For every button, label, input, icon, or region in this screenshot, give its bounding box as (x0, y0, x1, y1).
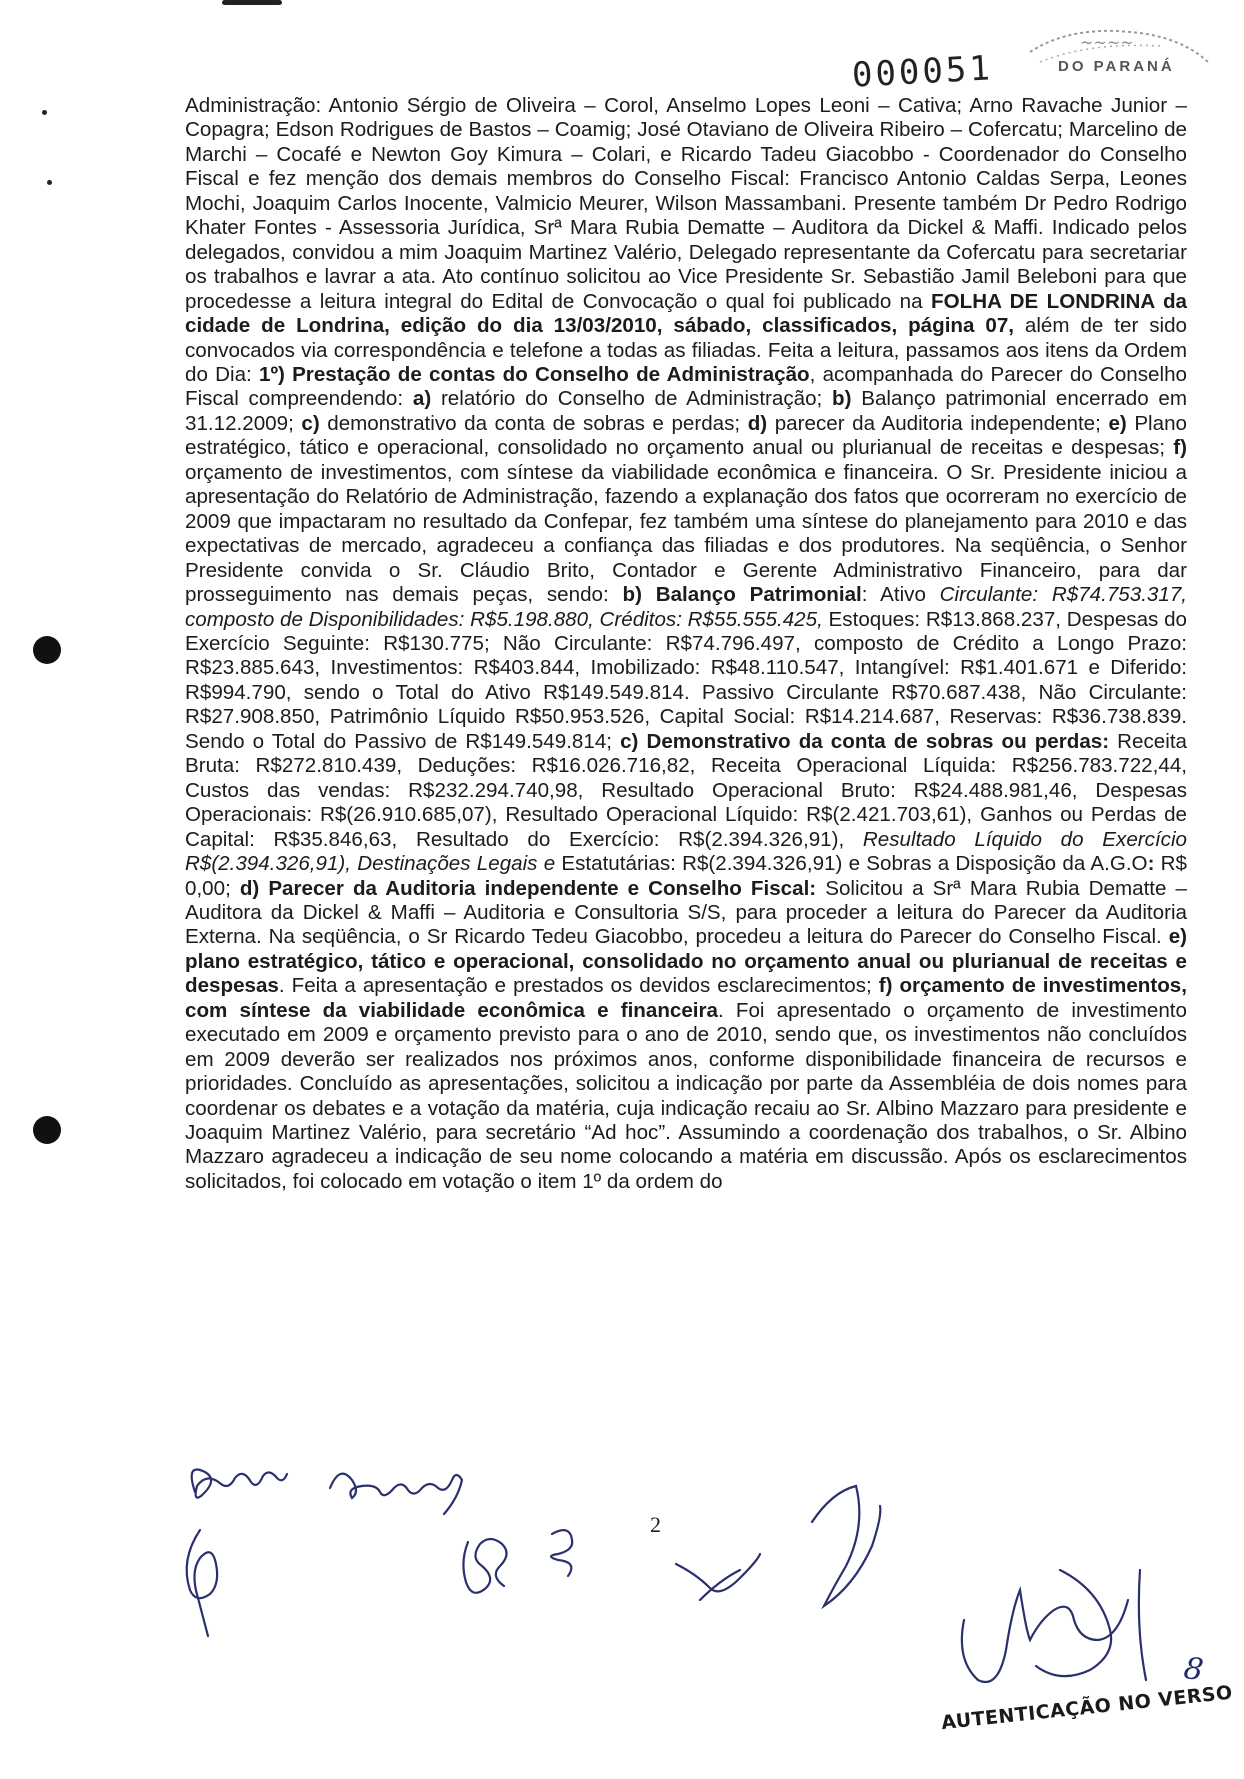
page-number: 000051 (851, 48, 994, 96)
signature-7 (812, 1486, 880, 1606)
text-run: : (1147, 852, 1155, 876)
text-run: 1º) Prestação de contas do Conselho de Administração (259, 362, 810, 386)
margin-dot (42, 110, 47, 115)
text-run: parecer da Auditoria independente; (767, 411, 1109, 435)
signature-9 (1036, 1570, 1146, 1680)
text-run: . Feita a apresentação e prestados os devidos esclarecimentos; (278, 974, 879, 998)
binder-hole (33, 1116, 61, 1144)
text-run: Administração: Antonio Sérgio de Oliveira – Corol, Anselmo Lopes Leoni – Cativa; Arno Ravache Junior – Copagra; Edson Rodrigues de Bastos – Coamig; José Otaviano de Oliveira Ribeiro – Cofercatu; Marcelino de Marchi – Cocafé e Newton Goy Kimura – Colari, e Ricardo Tadeu Giacobbo - Coordenador do Conselho Fiscal e fez menção dos demais membros do Conselho Fiscal: Francisco Antonio Caldas Serpa, Leones Mochi, Joaquim Carlos Inocente, Valmicio Meurer, Wilson Massambani. Presente também Dr Pedro Rodrigo Khater Fontes - Assessoria Jurídica, Srª Mara Rubia Dematte – Auditora da Dickel & Maffi. Indicado pelos delegados, convidou a mim Joaquim Martinez Valério, Delegado representante da Cofercatu para secretariar os trabalhos e lavrar a ata. Ato contínuo solicitou ao Vice Presidente Sr. Sebastião Jamil Beleboni para que procedesse a leitura integral do Edital de Convocação o qual foi publicado na (185, 94, 1187, 313)
text-run: relatório do Conselho de Administração; (431, 387, 833, 411)
text-run: Estoques: R$13.868.237, Despesas do Exercício Seguinte: R$130.775; Não Circulante: R$74.796.497, composto de Crédito a Longo Prazo: R$23.885.643, Investimentos: R$403.844, Imobilizado: R$48.110.547, Intangível: R$1.401.671 e Diferido: R$994.790, sendo o Total do Ativo R$149.549.814. Passivo Circulante R$70.687.438, Não Circulante: R$27.908.850, Patrimônio Líquido R$50.953.526, Capital Social: R$14.214.687, Reservas: R$36.738.839. Sendo o Total do Passivo de R$149.549.814; (185, 607, 1187, 753)
text-run: Receita Bruta: R$272.810.439, Deduções: R$16.026.716,82, Receita Operacional Líquida: R$256.783.722,44, Custos das vendas: R$232.294.740,98, Resultado Operacional Bruto: R$24.488.981,46, Despesas Operacionais: R$(26.910.685,07), Resultado Operacional Líquido: R$(2.421.703,61), Ganhos ou Perdas de Capital: R$35.846,63, Resultado do Exercício: R$(2.394.326,91), (185, 729, 1187, 851)
text-run: , acompanhada do Parecer do Conselho Fiscal compreendendo: (185, 362, 1187, 411)
text-run: R$ 0,00; (185, 852, 1187, 900)
text-run: d) (747, 411, 768, 435)
text-run: além de ter sido convocados via correspondência e telefone a todas as filiadas. Feita a leitura, passamos aos itens da Ordem do Dia: (185, 314, 1187, 386)
text-run: Solicitou a Srª Mara Rubia Dematte – Auditora da Dickel & Maffi – Auditoria e Consultoria S/S, para proceder a leitura do Parecer da Auditoria Externa. Na seqüência, o Sr Ricardo Tedeu Giacobbo, procedeu a leitura do Parecer do Conselho Fiscal. (185, 876, 1187, 949)
text-run: : Ativo (861, 583, 940, 607)
margin-dot (47, 180, 52, 185)
text-run: e) plano estratégico, tático e operacional, consolidado no orçamento anual ou plurianual de receitas e despesas (185, 925, 1187, 998)
signature-1 (192, 1470, 287, 1498)
scan-edge-mark (222, 0, 282, 5)
text-run: . Foi apresentado o orçamento de investimento executado em 2009 e orçamento previsto para o ano de 2010, sendo que, os investimentos não concluídos em 2009 deverão ser realizados nos próximos anos, conforme disponibilidade financeira de recursos e prioridades. Concluído as apresentações, solicitou a indicação por parte da Assembléia de dois nomes para coordenar os debates e a votação da matéria, cuja indicação recaiu ao Sr. Albino Mazzaro para presidente e Joaquim Martinez Valério, para secretário “Ad hoc”. Assumindo a coordenação dos trabalhos, o Sr. Albino Mazzaro agradeceu a indicação de seu nome colocando a matéria em discussão. Após os esclarecimentos solicitados, foi colocado em votação o item 1º da ordem do (185, 998, 1187, 1193)
signature-4 (463, 1539, 506, 1593)
minutes-body-text (185, 94, 1187, 1194)
signature-8 (962, 1590, 1128, 1682)
handwritten-page-mark: 8 (1181, 1650, 1206, 1689)
text-run: Balanço patrimonial encerrado em 31.12.2009; (185, 387, 1188, 435)
signature-2 (330, 1474, 462, 1514)
text-run: orçamento de investimentos, com síntese da viabilidade econômica e financeira. O Sr. Presidente iniciou a apresentação do Relatório de Administração, fazendo a explanação dos fatos que ocorreram no exercício de 2009 que impactaram no resultado da Confepar, fez também uma síntese do planejamento para 2010 e das expectativas de mercado, agradeceu a confiança das filiadas e dos produtores. Na seqüência, o Senhor Presidente convida o Sr. Cláudio Brito, Contador e Gerente Administrativo Financeiro, para dar prosseguimento nas demais peças, sendo: (185, 460, 1187, 607)
text-run: Resultado Líquido do Exercício R$(2.394.326,91), Destinações Legais e (185, 827, 1187, 876)
binder-hole (33, 636, 61, 664)
text-run: FOLHA DE LONDRINA da cidade de Londrina, edição do dia 13/03/2010, sábado, classificados, página 07, (185, 289, 1187, 338)
signature-3 (187, 1530, 217, 1636)
stamp-label: DO PARANÁ (1058, 58, 1175, 75)
notary-stamp-graphic (1010, 22, 1215, 90)
sheet-number: 2 (650, 1512, 661, 1537)
text-run: demonstrativo da conta de sobras e perdas; (319, 411, 748, 435)
text-run: c) (301, 411, 320, 435)
authentication-stamp: AUTENTICAÇÃO NO VERSO (940, 1681, 1234, 1735)
text-run: Estatutárias: R$(2.394.326,91) e Sobras a Disposição da A.G.O (555, 852, 1148, 876)
text-run: Circulante: R$74.753.317, composto de Disponibilidades: R$5.198.880, Créditos: R$55.555.425, (185, 583, 1187, 631)
text-run: f) orçamento de investimentos, com síntese da viabilidade econômica e financeira (185, 974, 1187, 1022)
text-run: c) Demonstrativo da conta de sobras ou perdas: (620, 729, 1110, 753)
text-run: d) Parecer da Auditoria independente e Conselho Fiscal: (239, 876, 817, 900)
text-run: Plano estratégico, tático e operacional, consolidado no orçamento anual ou plurianual de receitas e despesas; (185, 411, 1187, 460)
text-run: b) (832, 387, 852, 411)
text-run: a) (412, 387, 432, 411)
svg-text:~~~~: ~~~~ (1080, 33, 1134, 52)
text-run: e) (1108, 411, 1127, 435)
notary-stamp-top (1010, 22, 1215, 90)
text-run: f) (1173, 436, 1187, 460)
signature-6 (676, 1554, 760, 1600)
signature-5 (551, 1530, 572, 1576)
text-run: b) Balanço Patrimonial (622, 583, 862, 607)
